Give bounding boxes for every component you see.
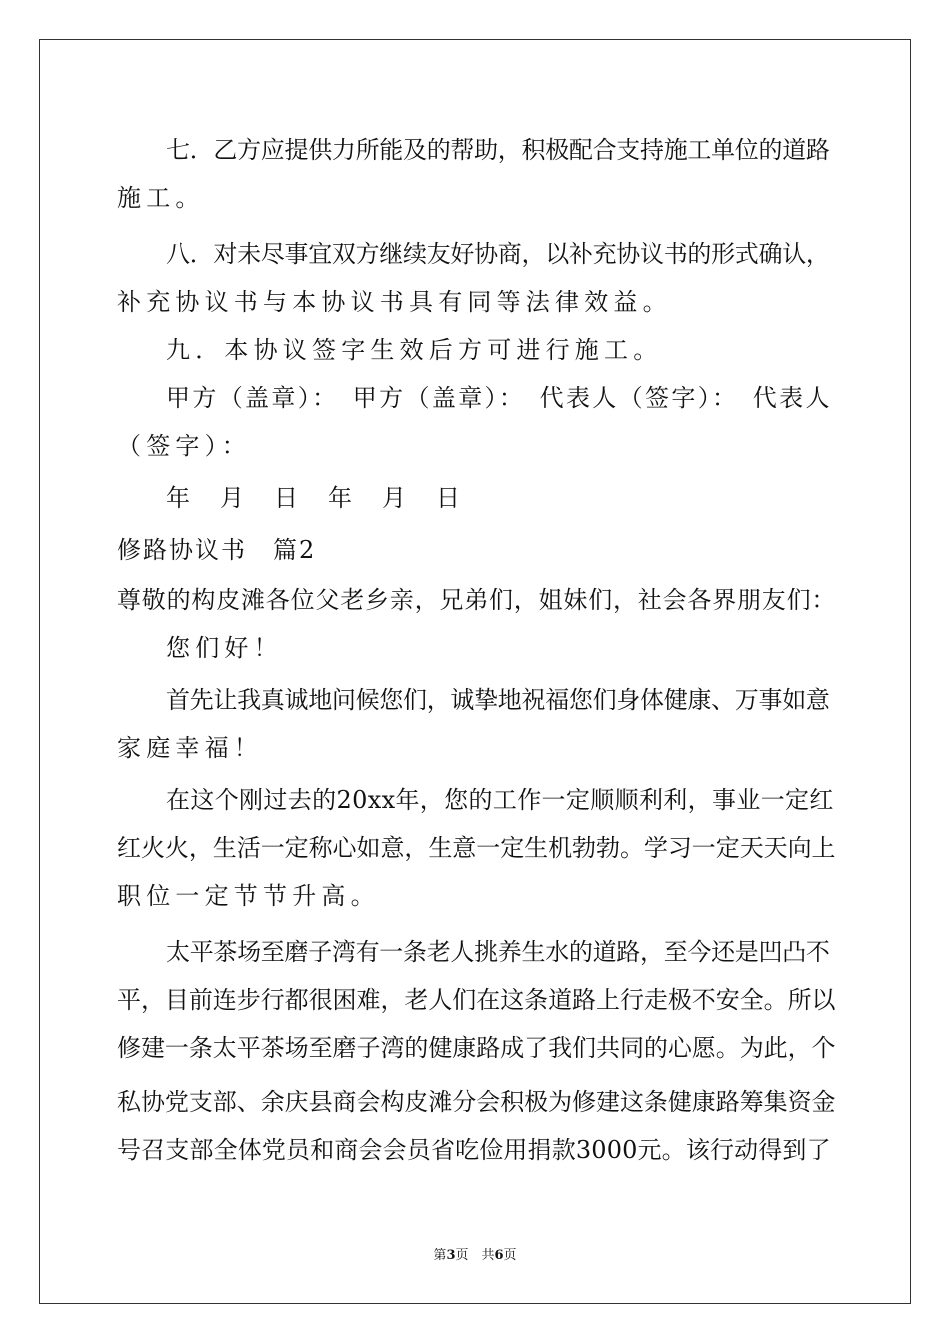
page-current: 3 xyxy=(446,1248,456,1263)
signature-line: 甲方（盖章）： 甲方（盖章）： 代表人（签字）： 代表人 xyxy=(166,384,832,412)
paragraph-line: 在这个刚过去的20xx年，您的工作一定顺顺利利，事业一定红 xyxy=(166,786,834,814)
page-total: 6 xyxy=(494,1248,504,1263)
paragraph-line: 职位一定节节升高。 xyxy=(117,882,380,910)
paragraph-line: 补充协议书与本协议书具有同等法律效益。 xyxy=(117,288,672,316)
paragraph-line: 私协党支部、余庆县商会构皮滩分会积极为修建这条健康路筹集资金 xyxy=(117,1088,836,1116)
footer-prefix: 第 xyxy=(433,1248,447,1263)
paragraph-line: 家庭幸福！ xyxy=(117,734,263,762)
paragraph-line: 施工。 xyxy=(117,184,205,212)
greeting-line: 尊敬的构皮滩各位父老乡亲，兄弟们，姐妹们，社会各界朋友们： xyxy=(117,586,837,614)
paragraph-line: 平，目前连步行都很困难，老人们在这条道路上行走极不安全。所以 xyxy=(117,986,836,1014)
footer-mid: 页 共 xyxy=(455,1248,495,1263)
paragraph-line: 号召支部全体党员和商会会员省吃俭用捐款3000元。该行动得到了 xyxy=(117,1136,831,1164)
footer-suffix: 页 xyxy=(503,1248,517,1263)
signature-line: （签字）： xyxy=(117,432,251,460)
paragraph-line: 修建一条太平茶场至磨子湾的健康路成了我们共同的心愿。为此，个 xyxy=(117,1034,836,1062)
paragraph-line: 太平茶场至磨子湾有一条老人挑养生水的道路，至今还是凹凸不 xyxy=(166,938,830,966)
paragraph-line: 七．乙方应提供力所能及的帮助，积极配合支持施工单位的道路 xyxy=(166,136,830,164)
paragraph-line: 您们好！ xyxy=(166,634,283,662)
page-footer xyxy=(0,1247,950,1265)
paragraph-line: 九．本协议签字生效后方可进行施工。 xyxy=(166,336,663,364)
section-heading: 修路协议书 篇2 xyxy=(117,536,317,564)
paragraph-line: 红火火，生活一定称心如意，生意一定生机勃勃。学习一定天天向上 xyxy=(117,834,836,862)
paragraph-line: 首先让我真诚地问候您们，诚挚地祝福您们身体健康、万事如意 xyxy=(166,686,830,714)
date-line: 年 月 日 年 月 日 xyxy=(166,484,463,512)
paragraph-line: 八．对未尽事宜双方继续友好协商，以补充协议书的形式确认， xyxy=(166,240,830,268)
